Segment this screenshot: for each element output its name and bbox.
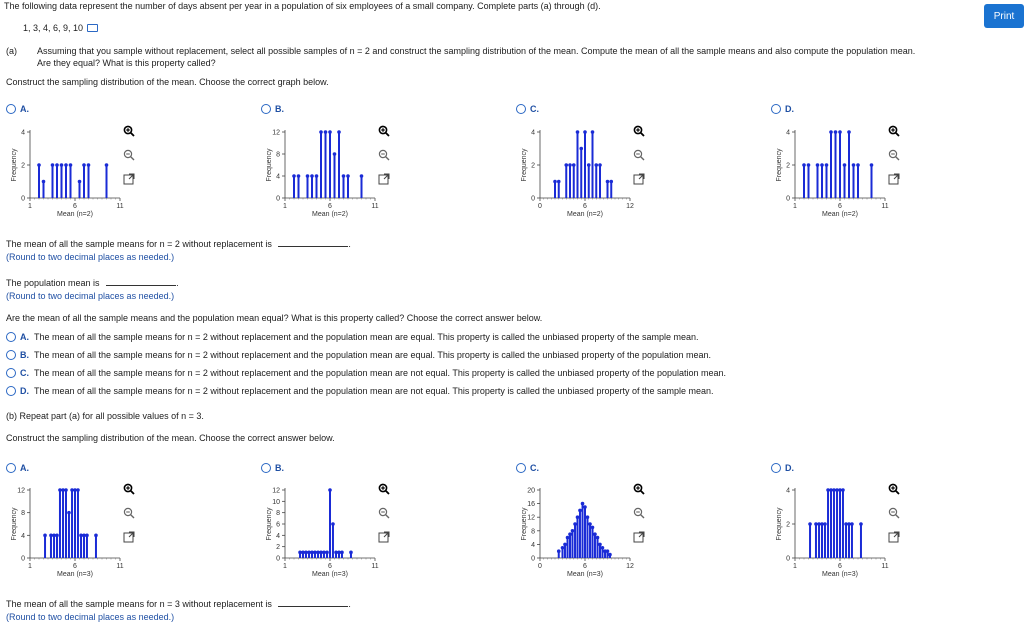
- zoom-in-icon[interactable]: [887, 482, 901, 496]
- y-tick-label: 20: [527, 487, 535, 495]
- bar-point: [571, 529, 575, 533]
- bar-point: [591, 526, 595, 530]
- graph-a-option-a: [8, 124, 138, 220]
- x-tick-label: 12: [626, 563, 634, 570]
- bar-point: [94, 534, 98, 538]
- graph-a-option-b: [263, 124, 393, 220]
- bar-point: [825, 163, 829, 167]
- bar-point: [843, 163, 847, 167]
- popout-icon[interactable]: [122, 530, 136, 544]
- y-tick-label: 4: [276, 532, 280, 540]
- x-tick-label: 6: [328, 203, 332, 210]
- y-tick-label: 4: [21, 129, 25, 137]
- bar-point: [333, 152, 337, 156]
- bar-point: [573, 522, 577, 526]
- answer-letter: B.: [20, 350, 29, 360]
- bar-point: [563, 543, 567, 547]
- bar-point: [337, 130, 341, 134]
- bar-point: [360, 174, 364, 178]
- population-mean-question-text: The population mean is: [6, 278, 100, 288]
- radio-button[interactable]: [261, 463, 271, 473]
- x-tick-label: 6: [838, 563, 842, 570]
- bar-point: [553, 180, 557, 184]
- bar-point: [802, 163, 806, 167]
- x-tick-label: 11: [881, 203, 889, 210]
- answer-text: The mean of all the sample means for n = 2 without replacement and the population mean are equal. This property is called the unbiased property of the sample mean.: [34, 332, 699, 342]
- y-tick-label: 16: [527, 501, 535, 509]
- x-axis-label: Mean (n=2): [822, 211, 858, 218]
- zoom-in-icon[interactable]: [122, 124, 136, 138]
- graph-a-option-d: [773, 124, 903, 220]
- radio-button[interactable]: [6, 332, 16, 342]
- bar-point: [325, 551, 329, 555]
- data-table-icon[interactable]: [87, 24, 98, 32]
- bar-point: [847, 130, 851, 134]
- y-tick-label: 0: [786, 195, 790, 203]
- bar-point: [606, 549, 610, 553]
- zoom-in-icon[interactable]: [887, 124, 901, 138]
- x-tick-label: 1: [283, 203, 287, 210]
- equal-question: Are the mean of all the sample means and the population mean equal? What is this property called? Choose the correct answer below.: [6, 313, 543, 323]
- bar-point: [42, 180, 46, 184]
- radio-button[interactable]: [6, 386, 16, 396]
- y-tick-label: 0: [531, 555, 535, 563]
- part-a-instruction-line2: Are they equal? What is this property called?: [37, 58, 216, 68]
- option-d-graph-a[interactable]: [771, 104, 794, 114]
- part-a-instruction-line1: Assuming that you sample without replacement, select all possible samples of n = 2 and construct the sampling distribution of the mean. Compute the mean of all the sample means and also compute the population mean.: [37, 46, 916, 56]
- y-tick-label: 0: [21, 555, 25, 563]
- popout-icon[interactable]: [887, 172, 901, 186]
- answer-text: The mean of all the sample means for n = 2 without replacement and the population mean are equal. This property is called the unbiased property of the population mean.: [34, 350, 712, 360]
- bar-point: [859, 522, 863, 526]
- option-c-graph-b[interactable]: [516, 463, 539, 473]
- x-tick-label: 6: [838, 203, 842, 210]
- print-button[interactable]: Print: [984, 4, 1024, 28]
- bar-point: [820, 163, 824, 167]
- answer-text: The mean of all the sample means for n = 2 without replacement and the population mean are not equal. This property is called the unbiased property of the sample mean.: [34, 386, 714, 396]
- bar-point: [566, 536, 570, 540]
- zoom-in-icon[interactable]: [377, 124, 391, 138]
- mean-question-n3: The mean of all the sample means for n = 3 without replacement is .: [6, 599, 351, 609]
- bar-point: [823, 522, 827, 526]
- bar-point: [306, 174, 310, 178]
- option-letter: D.: [785, 104, 794, 114]
- bar-point: [349, 551, 353, 555]
- graph-b-option-d: [773, 482, 903, 580]
- bar-point: [850, 522, 854, 526]
- part-a-label: (a): [6, 46, 17, 56]
- y-tick-label: 8: [276, 510, 280, 518]
- popout-icon[interactable]: [122, 172, 136, 186]
- problem-text: The following data represent the number of days absent per year in a population of six employees of a small company. Complete parts (a) through (d).: [4, 1, 601, 11]
- bar-point: [598, 163, 602, 167]
- y-tick-label: 8: [276, 151, 280, 159]
- bar-point: [606, 180, 610, 184]
- graph-b-option-c: [518, 482, 648, 580]
- bar-point: [581, 502, 585, 506]
- bar-point: [564, 163, 568, 167]
- round-note-2: (Round to two decimal places as needed.): [6, 291, 175, 301]
- bar-point: [557, 180, 561, 184]
- graph-b-option-a: [8, 482, 138, 580]
- bar-point: [816, 163, 820, 167]
- y-tick-label: 10: [272, 498, 280, 506]
- bar-point: [328, 488, 332, 492]
- y-tick-label: 0: [786, 555, 790, 563]
- answer-letter: A.: [20, 332, 29, 342]
- option-c-graph-a[interactable]: [516, 104, 539, 114]
- zoom-in-icon[interactable]: [377, 482, 391, 496]
- bar-point: [834, 130, 838, 134]
- mean-n3-answer-input[interactable]: [278, 597, 348, 607]
- bar-point: [808, 522, 812, 526]
- x-tick-label: 6: [328, 563, 332, 570]
- bar-point: [322, 551, 326, 555]
- x-axis-label: Mean (n=2): [57, 211, 93, 218]
- bar-point: [324, 130, 328, 134]
- bar-point: [838, 130, 842, 134]
- bar-point: [313, 551, 317, 555]
- x-tick-label: 11: [116, 203, 124, 210]
- bar-point: [578, 509, 582, 513]
- bar-point: [598, 543, 602, 547]
- data-values: [23, 23, 98, 33]
- y-tick-label: 12: [272, 129, 280, 137]
- y-tick-label: 0: [276, 555, 280, 563]
- radio-button[interactable]: [771, 463, 781, 473]
- bar-point: [583, 130, 587, 134]
- mean-n2-answer-input[interactable]: [278, 237, 348, 247]
- y-axis-label: Frequency: [11, 148, 18, 182]
- bar-point: [608, 553, 612, 557]
- bar-point: [319, 130, 323, 134]
- x-tick-label: 1: [283, 563, 287, 570]
- part-b-construct-text: Construct the sampling distribution of the mean. Choose the correct answer below.: [6, 433, 335, 443]
- bar-point: [37, 163, 41, 167]
- y-axis-label: Frequency: [776, 507, 783, 541]
- radio-button[interactable]: [6, 104, 16, 114]
- bar-point: [328, 130, 332, 134]
- x-tick-label: 1: [793, 563, 797, 570]
- y-axis-label: Frequency: [11, 507, 18, 541]
- popout-icon[interactable]: [632, 530, 646, 544]
- bar-point: [576, 515, 580, 519]
- bar-point: [55, 163, 59, 167]
- option-b-graph-a[interactable]: [261, 104, 284, 114]
- x-tick-label: 12: [626, 203, 634, 210]
- y-tick-label: 2: [21, 162, 25, 170]
- y-axis-label: Frequency: [266, 507, 273, 541]
- y-tick-label: 0: [276, 195, 280, 203]
- bar-point: [579, 147, 583, 151]
- y-tick-label: 2: [786, 521, 790, 529]
- zoom-in-icon[interactable]: [632, 124, 646, 138]
- zoom-in-icon[interactable]: [122, 482, 136, 496]
- bar-point: [583, 505, 587, 509]
- y-tick-label: 12: [272, 487, 280, 495]
- answer-option-c[interactable]: [6, 368, 726, 378]
- bar-point: [561, 546, 565, 550]
- y-tick-label: 4: [786, 487, 790, 495]
- y-tick-label: 4: [276, 173, 280, 181]
- population-mean-answer-input[interactable]: [106, 276, 176, 286]
- zoom-out-icon[interactable]: [887, 506, 901, 520]
- zoom-out-icon[interactable]: [122, 148, 136, 162]
- bar-point: [304, 551, 308, 555]
- option-a-graph-b[interactable]: [6, 463, 29, 473]
- x-tick-label: 11: [371, 203, 379, 210]
- data-values-text: 1, 3, 4, 6, 9, 10: [23, 23, 84, 33]
- y-axis-label: Frequency: [521, 507, 528, 541]
- part-a-construct-text: Construct the sampling distribution of the mean. Choose the correct graph below.: [6, 77, 329, 87]
- x-tick-label: 0: [538, 203, 542, 210]
- x-tick-label: 1: [793, 203, 797, 210]
- bar-point: [342, 174, 346, 178]
- y-tick-label: 0: [531, 195, 535, 203]
- bar-point: [87, 163, 91, 167]
- bar-point: [572, 163, 576, 167]
- bar-point: [55, 534, 59, 538]
- zoom-out-icon[interactable]: [377, 148, 391, 162]
- radio-button[interactable]: [6, 350, 16, 360]
- x-tick-label: 6: [73, 563, 77, 570]
- x-tick-label: 6: [583, 203, 587, 210]
- bar-point: [105, 163, 109, 167]
- y-tick-label: 6: [276, 521, 280, 529]
- y-tick-label: 12: [17, 487, 25, 495]
- y-tick-label: 2: [786, 162, 790, 170]
- bar-point: [310, 174, 314, 178]
- bar-point: [568, 532, 572, 536]
- bar-point: [76, 488, 80, 492]
- option-letter: B.: [275, 463, 284, 473]
- option-letter: C.: [530, 104, 539, 114]
- option-a-graph-a[interactable]: [6, 104, 29, 114]
- bar-point: [588, 522, 592, 526]
- bar-point: [594, 163, 598, 167]
- popout-icon[interactable]: [377, 172, 391, 186]
- y-tick-label: 2: [531, 162, 535, 170]
- y-tick-label: 2: [276, 544, 280, 552]
- bar-point: [69, 163, 73, 167]
- bar-point: [586, 515, 590, 519]
- option-letter: D.: [785, 463, 794, 473]
- bar-point: [315, 174, 319, 178]
- x-tick-label: 6: [73, 203, 77, 210]
- x-axis-label: Mean (n=3): [567, 571, 603, 578]
- zoom-out-icon[interactable]: [377, 506, 391, 520]
- round-note-1: (Round to two decimal places as needed.): [6, 252, 175, 262]
- x-tick-label: 11: [881, 563, 889, 570]
- bar-point: [82, 163, 86, 167]
- x-axis-label: Mean (n=3): [312, 571, 348, 578]
- y-axis-label: Frequency: [266, 148, 273, 182]
- zoom-in-icon[interactable]: [632, 482, 646, 496]
- answer-option-a[interactable]: [6, 332, 699, 342]
- y-tick-label: 4: [786, 129, 790, 137]
- option-letter: C.: [530, 463, 539, 473]
- bar-point: [587, 163, 591, 167]
- bar-point: [841, 488, 845, 492]
- y-tick-label: 4: [21, 532, 25, 540]
- option-letter: B.: [275, 104, 284, 114]
- popout-icon[interactable]: [887, 530, 901, 544]
- x-tick-label: 0: [538, 563, 542, 570]
- y-tick-label: 8: [21, 510, 25, 518]
- bar-point: [340, 551, 344, 555]
- answer-letter: D.: [20, 386, 29, 396]
- y-tick-label: 4: [531, 541, 535, 549]
- x-axis-label: Mean (n=2): [312, 211, 348, 218]
- bar-point: [591, 130, 595, 134]
- answer-letter: C.: [20, 368, 29, 378]
- x-tick-label: 11: [116, 563, 124, 570]
- bar-point: [67, 511, 71, 515]
- bar-point: [601, 546, 605, 550]
- mean-question-n2-text: The mean of all the sample means for n = 2 without replacement is: [6, 239, 272, 249]
- x-axis-label: Mean (n=2): [567, 211, 603, 218]
- bar-point: [331, 522, 335, 526]
- y-axis-label: Frequency: [776, 148, 783, 182]
- popout-icon[interactable]: [632, 172, 646, 186]
- x-tick-label: 6: [583, 563, 587, 570]
- graph-b-option-b: [263, 482, 393, 580]
- part-b-label: (b) Repeat part (a) for all possible values of n = 3.: [6, 411, 204, 421]
- answer-option-b[interactable]: [6, 350, 711, 360]
- zoom-out-icon[interactable]: [122, 506, 136, 520]
- x-tick-label: 11: [371, 563, 379, 570]
- x-axis-label: Mean (n=3): [822, 571, 858, 578]
- option-letter: A.: [20, 104, 29, 114]
- y-tick-label: 4: [531, 129, 535, 137]
- bar-point: [852, 163, 856, 167]
- x-tick-label: 1: [28, 563, 32, 570]
- bar-point: [78, 180, 82, 184]
- x-tick-label: 1: [28, 203, 32, 210]
- bar-point: [557, 549, 561, 553]
- bar-point: [576, 130, 580, 134]
- bar-point: [43, 534, 47, 538]
- bar-point: [829, 130, 833, 134]
- bar-point: [346, 174, 350, 178]
- bar-point: [85, 534, 89, 538]
- bar-point: [596, 536, 600, 540]
- mean-question-n2: The mean of all the sample means for n = 2 without replacement is .: [6, 239, 351, 249]
- bar-point: [870, 163, 874, 167]
- bar-point: [64, 163, 68, 167]
- y-axis-label: Frequency: [521, 148, 528, 182]
- bar-point: [568, 163, 572, 167]
- x-axis-label: Mean (n=3): [57, 571, 93, 578]
- option-b-graph-b[interactable]: [261, 463, 284, 473]
- bar-point: [297, 174, 301, 178]
- y-tick-label: 8: [531, 528, 535, 536]
- bar-point: [856, 163, 860, 167]
- radio-button[interactable]: [6, 463, 16, 473]
- mean-question-n3-text: The mean of all the sample means for n = 3 without replacement is: [6, 599, 272, 609]
- bar-point: [807, 163, 811, 167]
- radio-button[interactable]: [771, 104, 781, 114]
- y-tick-label: 0: [21, 195, 25, 203]
- round-note-3: (Round to two decimal places as needed.): [6, 612, 175, 622]
- bar-point: [593, 532, 597, 536]
- radio-button[interactable]: [516, 104, 526, 114]
- bar-point: [609, 180, 613, 184]
- radio-button[interactable]: [516, 463, 526, 473]
- bar-point: [64, 488, 68, 492]
- bar-point: [292, 174, 296, 178]
- answer-option-d[interactable]: [6, 386, 714, 396]
- radio-button[interactable]: [6, 368, 16, 378]
- population-mean-question: The population mean is .: [6, 278, 179, 288]
- zoom-out-icon[interactable]: [632, 148, 646, 162]
- y-tick-label: 12: [527, 514, 535, 522]
- option-d-graph-b[interactable]: [771, 463, 794, 473]
- answer-text: The mean of all the sample means for n = 2 without replacement and the population mean are not equal. This property is called the unbiased property of the population mean.: [34, 368, 727, 378]
- bar-point: [60, 163, 64, 167]
- bar-point: [51, 163, 55, 167]
- radio-button[interactable]: [261, 104, 271, 114]
- option-letter: A.: [20, 463, 29, 473]
- zoom-out-icon[interactable]: [632, 506, 646, 520]
- graph-a-option-c: [518, 124, 648, 220]
- zoom-out-icon[interactable]: [887, 148, 901, 162]
- popout-icon[interactable]: [377, 530, 391, 544]
